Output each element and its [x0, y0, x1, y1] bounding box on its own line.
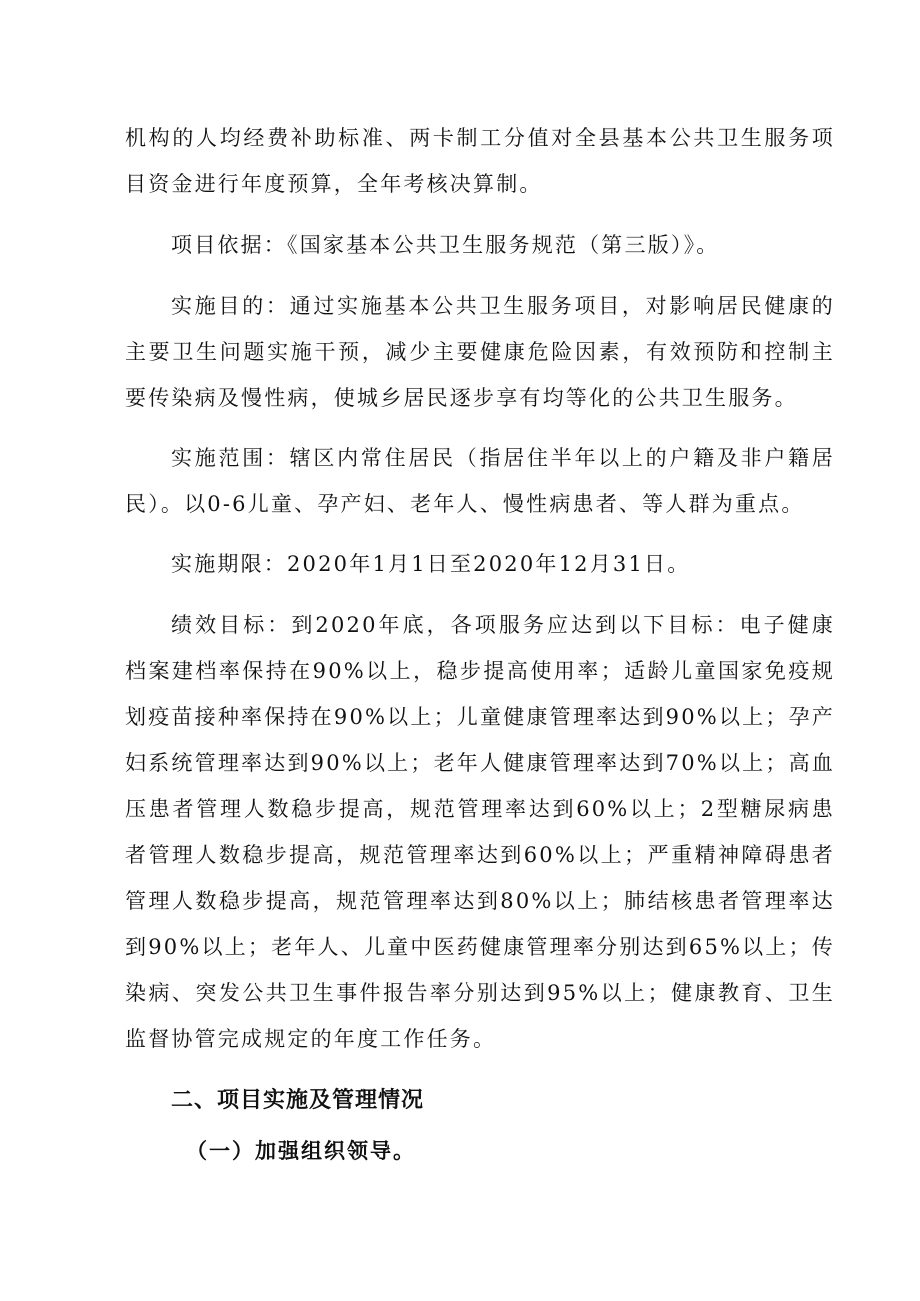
paragraph-implementation-purpose: 实施目的：通过实施基本公共卫生服务项目，对影响居民健康的主要卫生问题实施干预，减少主要健康危险因素，有效预防和控制主要传染病及慢性病，使城乡居民逐步享有均等化的公共卫生服务。	[125, 294, 835, 410]
paragraph-project-basis: 项目依据：《国家基本公共卫生服务规范（第三版）》。	[171, 233, 720, 257]
subsection-heading: （一）加强组织领导。	[186, 1138, 416, 1163]
paragraph-budget-continuation: 机构的人均经费补助标准、两卡制工分值对全县基本公共卫生服务项目资金进行年度预算，全年考核决算制。	[125, 126, 835, 196]
paragraph-implementation-scope: 实施范围：辖区内常住居民（指居住半年以上的户籍及非户籍居民）。以0-6儿童、孕产妇、老年人、慢性病患者、等人群为重点。	[125, 446, 835, 516]
paragraph-performance-targets: 绩效目标：到2020年底，各项服务应达到以下目标：电子健康档案建档率保持在90%以上，稳步提高使用率；适龄儿童国家免疫规划疫苗接种率保持在90%以上；儿童健康管理率达到90%以上；孕产妇系统管理率达到90%以上；老年人健康管理率达到70%以上；高血压患者管理人数稳步提高，规范管理率达到60%以上；2型糖尿病患者管理人数稳步提高，规范管理率达到60%以上；严重精神障碍患者管理人数稳步提高，规范管理率达到80%以上；肺结核患者管理率达到90%以上；老年人、儿童中医药健康管理率分别达到65%以上；传染病、突发公共卫生事件报告率分别达到95%以上；健康教育、卫生监督协管完成规定的年度工作任务。	[125, 613, 835, 1051]
paragraph-implementation-period: 实施期限：2020年1月1日至2020年12月31日。	[171, 552, 691, 576]
section-heading: 二、项目实施及管理情况	[171, 1088, 425, 1113]
